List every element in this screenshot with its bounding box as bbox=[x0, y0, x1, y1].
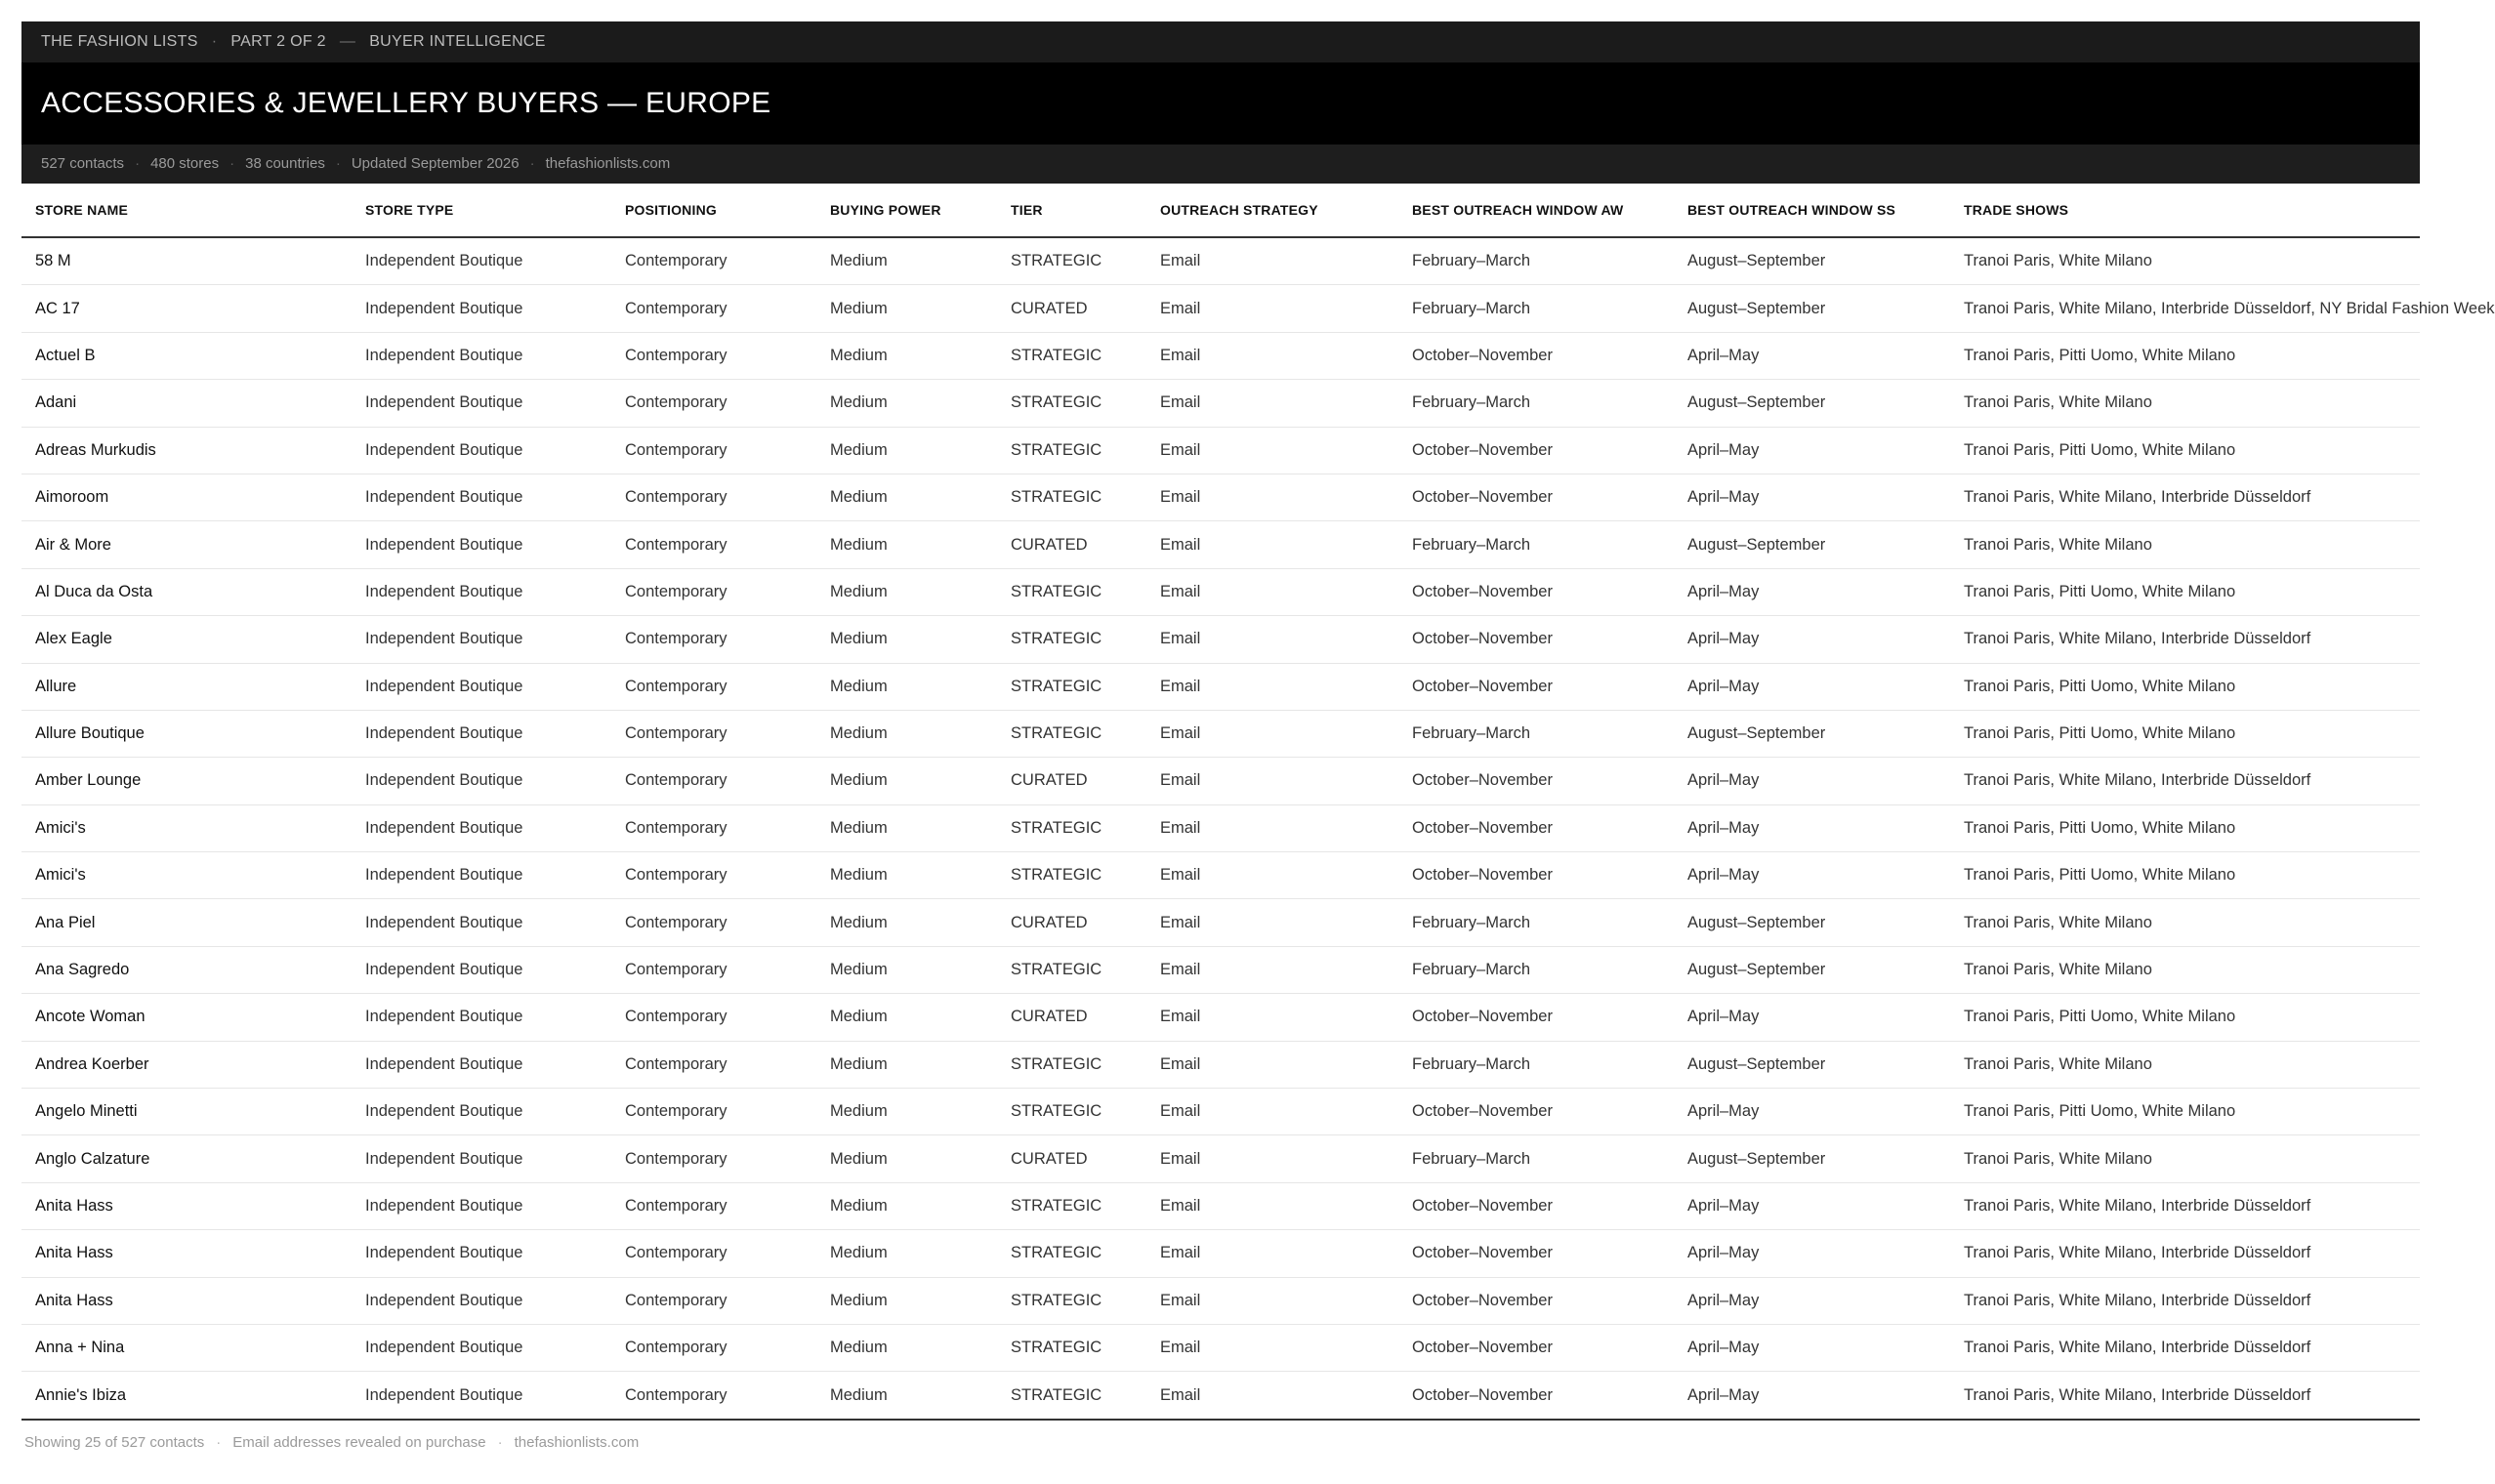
positioning-cell: Contemporary bbox=[611, 899, 816, 946]
window-aw-cell: October–November bbox=[1398, 758, 1674, 804]
store-name-cell: Adreas Murkudis bbox=[21, 427, 352, 474]
trade-shows-cell: Tranoi Paris, Pitti Uomo, White Milano bbox=[1950, 332, 2420, 379]
window-aw-cell: February–March bbox=[1398, 710, 1674, 757]
window-ss-cell: August–September bbox=[1674, 380, 1950, 427]
window-aw-cell: February–March bbox=[1398, 380, 1674, 427]
trade-shows-cell: Tranoi Paris, White Milano, Interbride Düsseldorf, NY Bridal Fashion Week bbox=[1950, 285, 2420, 332]
buying-power-cell: Medium bbox=[816, 285, 997, 332]
trade-shows-cell: Tranoi Paris, White Milano bbox=[1950, 946, 2420, 993]
window-ss-cell: August–September bbox=[1674, 899, 1950, 946]
buying-power-cell: Medium bbox=[816, 946, 997, 993]
outreach-strategy-cell: Email bbox=[1146, 710, 1398, 757]
buying-power-cell: Medium bbox=[816, 710, 997, 757]
buying-power-cell: Medium bbox=[816, 758, 997, 804]
store-name-cell: Adani bbox=[21, 380, 352, 427]
window-ss-cell: April–May bbox=[1674, 568, 1950, 615]
table-row[interactable] bbox=[21, 616, 2420, 663]
buying-power-cell: Medium bbox=[816, 1324, 997, 1371]
store-name-cell: Ana Piel bbox=[21, 899, 352, 946]
separator: · bbox=[497, 1433, 503, 1451]
table-row[interactable] bbox=[21, 332, 2420, 379]
positioning-cell: Contemporary bbox=[611, 852, 816, 899]
outreach-strategy-cell: Email bbox=[1146, 1182, 1398, 1229]
tier-cell: STRATEGIC bbox=[997, 616, 1146, 663]
meta-bar bbox=[21, 144, 2420, 184]
separator: · bbox=[229, 155, 235, 172]
table-row[interactable] bbox=[21, 1277, 2420, 1324]
positioning-cell: Contemporary bbox=[611, 332, 816, 379]
window-ss-cell: April–May bbox=[1674, 1230, 1950, 1277]
positioning-cell: Contemporary bbox=[611, 427, 816, 474]
tier-cell: STRATEGIC bbox=[997, 1324, 1146, 1371]
window-ss-cell: April–May bbox=[1674, 1372, 1950, 1420]
outreach-strategy-cell: Email bbox=[1146, 1089, 1398, 1135]
positioning-cell: Contemporary bbox=[611, 1372, 816, 1420]
positioning-cell: Contemporary bbox=[611, 1324, 816, 1371]
window-ss-cell: August–September bbox=[1674, 710, 1950, 757]
buyers-table bbox=[21, 184, 2495, 1421]
store-name-cell: Anna + Nina bbox=[21, 1324, 352, 1371]
table-header-row bbox=[21, 184, 2420, 237]
store-type-cell: Independent Boutique bbox=[352, 1372, 611, 1420]
table-row[interactable] bbox=[21, 852, 2420, 899]
window-ss-cell: April–May bbox=[1674, 1089, 1950, 1135]
store-name-cell: Allure bbox=[21, 663, 352, 710]
trade-shows-cell: Tranoi Paris, Pitti Uomo, White Milano bbox=[1950, 1089, 2420, 1135]
table-row[interactable] bbox=[21, 237, 2420, 285]
document-page bbox=[21, 21, 2495, 1451]
tier-cell: STRATEGIC bbox=[997, 852, 1146, 899]
positioning-cell: Contemporary bbox=[611, 1135, 816, 1182]
window-aw-cell: October–November bbox=[1398, 1324, 1674, 1371]
positioning-cell: Contemporary bbox=[611, 804, 816, 851]
buying-power-cell: Medium bbox=[816, 568, 997, 615]
purchase-note: Email addresses revealed on purchase bbox=[232, 1433, 486, 1451]
buying-power-cell: Medium bbox=[816, 616, 997, 663]
title-bar bbox=[21, 62, 2420, 144]
table-row[interactable] bbox=[21, 946, 2420, 993]
tier-cell: STRATEGIC bbox=[997, 946, 1146, 993]
trade-shows-cell: Tranoi Paris, White Milano, Interbride Düsseldorf bbox=[1950, 1324, 2420, 1371]
tier-cell: CURATED bbox=[997, 899, 1146, 946]
outreach-strategy-cell: Email bbox=[1146, 663, 1398, 710]
separator: — bbox=[339, 33, 356, 50]
buying-power-cell: Medium bbox=[816, 380, 997, 427]
buying-power-cell: Medium bbox=[816, 852, 997, 899]
window-aw-cell: February–March bbox=[1398, 237, 1674, 285]
column-header-trade-shows: TRADE SHOWS bbox=[1950, 184, 2420, 237]
table-row[interactable] bbox=[21, 1324, 2420, 1371]
window-aw-cell: October–November bbox=[1398, 332, 1674, 379]
column-header-store-name: STORE NAME bbox=[21, 184, 352, 237]
window-ss-cell: April–May bbox=[1674, 994, 1950, 1041]
window-aw-cell: October–November bbox=[1398, 1089, 1674, 1135]
tier-cell: STRATEGIC bbox=[997, 804, 1146, 851]
window-aw-cell: February–March bbox=[1398, 1041, 1674, 1088]
window-aw-cell: February–March bbox=[1398, 899, 1674, 946]
buying-power-cell: Medium bbox=[816, 1182, 997, 1229]
tier-cell: STRATEGIC bbox=[997, 1230, 1146, 1277]
tier-cell: STRATEGIC bbox=[997, 332, 1146, 379]
window-ss-cell: April–May bbox=[1674, 852, 1950, 899]
trade-shows-cell: Tranoi Paris, White Milano bbox=[1950, 521, 2420, 568]
store-type-cell: Independent Boutique bbox=[352, 710, 611, 757]
countries-count: 38 countries bbox=[245, 155, 325, 172]
column-header-positioning: POSITIONING bbox=[611, 184, 816, 237]
window-ss-cell: April–May bbox=[1674, 1182, 1950, 1229]
positioning-cell: Contemporary bbox=[611, 758, 816, 804]
outreach-strategy-cell: Email bbox=[1146, 427, 1398, 474]
window-aw-cell: October–November bbox=[1398, 474, 1674, 520]
page-title: ACCESSORIES & JEWELLERY BUYERS — EUROPE bbox=[41, 87, 771, 119]
positioning-cell: Contemporary bbox=[611, 237, 816, 285]
store-type-cell: Independent Boutique bbox=[352, 804, 611, 851]
positioning-cell: Contemporary bbox=[611, 994, 816, 1041]
buying-power-cell: Medium bbox=[816, 474, 997, 520]
table-row[interactable] bbox=[21, 994, 2420, 1041]
store-type-cell: Independent Boutique bbox=[352, 1041, 611, 1088]
window-ss-cell: August–September bbox=[1674, 237, 1950, 285]
window-aw-cell: October–November bbox=[1398, 852, 1674, 899]
store-type-cell: Independent Boutique bbox=[352, 946, 611, 993]
section-label: BUYER INTELLIGENCE bbox=[369, 33, 546, 50]
buying-power-cell: Medium bbox=[816, 1041, 997, 1088]
store-type-cell: Independent Boutique bbox=[352, 332, 611, 379]
trade-shows-cell: Tranoi Paris, Pitti Uomo, White Milano bbox=[1950, 804, 2420, 851]
window-ss-cell: April–May bbox=[1674, 663, 1950, 710]
updated-date: Updated September 2026 bbox=[351, 155, 520, 172]
store-type-cell: Independent Boutique bbox=[352, 899, 611, 946]
footer-site-link[interactable]: thefashionlists.com bbox=[514, 1433, 640, 1451]
window-ss-cell: April–May bbox=[1674, 1324, 1950, 1371]
table-row[interactable] bbox=[21, 1089, 2420, 1135]
tier-cell: STRATEGIC bbox=[997, 710, 1146, 757]
window-aw-cell: October–November bbox=[1398, 663, 1674, 710]
window-ss-cell: April–May bbox=[1674, 1277, 1950, 1324]
outreach-strategy-cell: Email bbox=[1146, 946, 1398, 993]
trade-shows-cell: Tranoi Paris, White Milano bbox=[1950, 899, 2420, 946]
table-row[interactable] bbox=[21, 663, 2420, 710]
table-row[interactable] bbox=[21, 1041, 2420, 1088]
window-ss-cell: April–May bbox=[1674, 804, 1950, 851]
part-label: PART 2 OF 2 bbox=[230, 33, 326, 50]
store-type-cell: Independent Boutique bbox=[352, 474, 611, 520]
outreach-strategy-cell: Email bbox=[1146, 616, 1398, 663]
window-ss-cell: April–May bbox=[1674, 758, 1950, 804]
store-name-cell: Amber Lounge bbox=[21, 758, 352, 804]
tier-cell: CURATED bbox=[997, 1135, 1146, 1182]
window-aw-cell: October–November bbox=[1398, 804, 1674, 851]
outreach-strategy-cell: Email bbox=[1146, 1277, 1398, 1324]
outreach-strategy-cell: Email bbox=[1146, 1324, 1398, 1371]
store-type-cell: Independent Boutique bbox=[352, 1135, 611, 1182]
tier-cell: CURATED bbox=[997, 758, 1146, 804]
positioning-cell: Contemporary bbox=[611, 1182, 816, 1229]
store-name-cell: Alex Eagle bbox=[21, 616, 352, 663]
store-type-cell: Independent Boutique bbox=[352, 994, 611, 1041]
store-name-cell: Angelo Minetti bbox=[21, 1089, 352, 1135]
top-bar bbox=[21, 21, 2420, 62]
window-aw-cell: October–November bbox=[1398, 994, 1674, 1041]
window-ss-cell: August–September bbox=[1674, 285, 1950, 332]
store-type-cell: Independent Boutique bbox=[352, 1230, 611, 1277]
buying-power-cell: Medium bbox=[816, 1089, 997, 1135]
store-name-cell: Andrea Koerber bbox=[21, 1041, 352, 1088]
outreach-strategy-cell: Email bbox=[1146, 474, 1398, 520]
separator: · bbox=[135, 155, 141, 172]
window-aw-cell: February–March bbox=[1398, 946, 1674, 993]
store-type-cell: Independent Boutique bbox=[352, 285, 611, 332]
store-type-cell: Independent Boutique bbox=[352, 237, 611, 285]
separator: · bbox=[216, 1433, 222, 1451]
buying-power-cell: Medium bbox=[816, 663, 997, 710]
contacts-count: 527 contacts bbox=[41, 155, 125, 172]
outreach-strategy-cell: Email bbox=[1146, 1135, 1398, 1182]
table-row[interactable] bbox=[21, 474, 2420, 520]
tier-cell: STRATEGIC bbox=[997, 237, 1146, 285]
column-header-tier: TIER bbox=[997, 184, 1146, 237]
positioning-cell: Contemporary bbox=[611, 710, 816, 757]
trade-shows-cell: Tranoi Paris, White Milano, Interbride Düsseldorf bbox=[1950, 1182, 2420, 1229]
buying-power-cell: Medium bbox=[816, 1277, 997, 1324]
store-type-cell: Independent Boutique bbox=[352, 568, 611, 615]
window-ss-cell: August–September bbox=[1674, 1041, 1950, 1088]
window-aw-cell: October–November bbox=[1398, 616, 1674, 663]
store-name-cell: Allure Boutique bbox=[21, 710, 352, 757]
tier-cell: STRATEGIC bbox=[997, 427, 1146, 474]
table-row[interactable] bbox=[21, 758, 2420, 804]
store-name-cell: Anglo Calzature bbox=[21, 1135, 352, 1182]
table-row[interactable] bbox=[21, 568, 2420, 615]
table-row[interactable] bbox=[21, 427, 2420, 474]
positioning-cell: Contemporary bbox=[611, 1041, 816, 1088]
buying-power-cell: Medium bbox=[816, 899, 997, 946]
tier-cell: STRATEGIC bbox=[997, 1041, 1146, 1088]
positioning-cell: Contemporary bbox=[611, 663, 816, 710]
store-name-cell: Anita Hass bbox=[21, 1182, 352, 1229]
buying-power-cell: Medium bbox=[816, 994, 997, 1041]
table-row[interactable] bbox=[21, 1182, 2420, 1229]
tier-cell: STRATEGIC bbox=[997, 1182, 1146, 1229]
store-type-cell: Independent Boutique bbox=[352, 663, 611, 710]
table-row[interactable] bbox=[21, 1135, 2420, 1182]
table-row[interactable] bbox=[21, 380, 2420, 427]
trade-shows-cell: Tranoi Paris, White Milano, Interbride Düsseldorf bbox=[1950, 616, 2420, 663]
store-type-cell: Independent Boutique bbox=[352, 1089, 611, 1135]
table-row[interactable] bbox=[21, 899, 2420, 946]
brand-label: THE FASHION LISTS bbox=[41, 33, 198, 50]
buying-power-cell: Medium bbox=[816, 427, 997, 474]
outreach-strategy-cell: Email bbox=[1146, 852, 1398, 899]
positioning-cell: Contemporary bbox=[611, 521, 816, 568]
tier-cell: STRATEGIC bbox=[997, 568, 1146, 615]
positioning-cell: Contemporary bbox=[611, 568, 816, 615]
positioning-cell: Contemporary bbox=[611, 380, 816, 427]
buying-power-cell: Medium bbox=[816, 332, 997, 379]
store-type-cell: Independent Boutique bbox=[352, 616, 611, 663]
outreach-strategy-cell: Email bbox=[1146, 1041, 1398, 1088]
tier-cell: CURATED bbox=[997, 521, 1146, 568]
window-ss-cell: April–May bbox=[1674, 616, 1950, 663]
buying-power-cell: Medium bbox=[816, 1135, 997, 1182]
table-row[interactable] bbox=[21, 285, 2420, 332]
store-name-cell: Ancote Woman bbox=[21, 994, 352, 1041]
footer bbox=[21, 1434, 2420, 1451]
table-row[interactable] bbox=[21, 521, 2420, 568]
positioning-cell: Contemporary bbox=[611, 474, 816, 520]
outreach-strategy-cell: Email bbox=[1146, 1230, 1398, 1277]
stores-count: 480 stores bbox=[150, 155, 220, 172]
tier-cell: STRATEGIC bbox=[997, 1372, 1146, 1420]
store-name-cell: Annie's Ibiza bbox=[21, 1372, 352, 1420]
window-aw-cell: February–March bbox=[1398, 521, 1674, 568]
store-name-cell: Anita Hass bbox=[21, 1277, 352, 1324]
outreach-strategy-cell: Email bbox=[1146, 758, 1398, 804]
outreach-strategy-cell: Email bbox=[1146, 285, 1398, 332]
buying-power-cell: Medium bbox=[816, 804, 997, 851]
positioning-cell: Contemporary bbox=[611, 1230, 816, 1277]
store-type-cell: Independent Boutique bbox=[352, 1182, 611, 1229]
window-aw-cell: October–November bbox=[1398, 1277, 1674, 1324]
tier-cell: STRATEGIC bbox=[997, 474, 1146, 520]
window-ss-cell: April–May bbox=[1674, 474, 1950, 520]
buying-power-cell: Medium bbox=[816, 1230, 997, 1277]
store-name-cell: Amici's bbox=[21, 804, 352, 851]
outreach-strategy-cell: Email bbox=[1146, 1372, 1398, 1420]
column-header-outreach-strategy: OUTREACH STRATEGY bbox=[1146, 184, 1398, 237]
trade-shows-cell: Tranoi Paris, White Milano, Interbride Düsseldorf bbox=[1950, 1230, 2420, 1277]
store-name-cell: Anita Hass bbox=[21, 1230, 352, 1277]
positioning-cell: Contemporary bbox=[611, 616, 816, 663]
outreach-strategy-cell: Email bbox=[1146, 521, 1398, 568]
trade-shows-cell: Tranoi Paris, White Milano bbox=[1950, 237, 2420, 285]
window-aw-cell: October–November bbox=[1398, 568, 1674, 615]
tier-cell: STRATEGIC bbox=[997, 380, 1146, 427]
store-type-cell: Independent Boutique bbox=[352, 1277, 611, 1324]
positioning-cell: Contemporary bbox=[611, 1089, 816, 1135]
table-row[interactable] bbox=[21, 710, 2420, 757]
window-aw-cell: October–November bbox=[1398, 1372, 1674, 1420]
trade-shows-cell: Tranoi Paris, White Milano, Interbride Düsseldorf bbox=[1950, 1277, 2420, 1324]
trade-shows-cell: Tranoi Paris, White Milano bbox=[1950, 1135, 2420, 1182]
site-link[interactable]: thefashionlists.com bbox=[545, 155, 671, 172]
buying-power-cell: Medium bbox=[816, 521, 997, 568]
trade-shows-cell: Tranoi Paris, Pitti Uomo, White Milano bbox=[1950, 663, 2420, 710]
store-name-cell: AC 17 bbox=[21, 285, 352, 332]
outreach-strategy-cell: Email bbox=[1146, 237, 1398, 285]
window-aw-cell: October–November bbox=[1398, 1182, 1674, 1229]
store-type-cell: Independent Boutique bbox=[352, 380, 611, 427]
store-type-cell: Independent Boutique bbox=[352, 521, 611, 568]
trade-shows-cell: Tranoi Paris, Pitti Uomo, White Milano bbox=[1950, 852, 2420, 899]
trade-shows-cell: Tranoi Paris, Pitti Uomo, White Milano bbox=[1950, 427, 2420, 474]
trade-shows-cell: Tranoi Paris, Pitti Uomo, White Milano bbox=[1950, 994, 2420, 1041]
tier-cell: CURATED bbox=[997, 994, 1146, 1041]
showing-count: Showing 25 of 527 contacts bbox=[24, 1433, 205, 1451]
separator: · bbox=[335, 155, 341, 172]
positioning-cell: Contemporary bbox=[611, 285, 816, 332]
store-name-cell: Amici's bbox=[21, 852, 352, 899]
window-ss-cell: August–September bbox=[1674, 1135, 1950, 1182]
positioning-cell: Contemporary bbox=[611, 1277, 816, 1324]
tier-cell: STRATEGIC bbox=[997, 1089, 1146, 1135]
window-aw-cell: October–November bbox=[1398, 1230, 1674, 1277]
column-header-window-ss: BEST OUTREACH WINDOW SS bbox=[1674, 184, 1950, 237]
store-type-cell: Independent Boutique bbox=[352, 758, 611, 804]
outreach-strategy-cell: Email bbox=[1146, 899, 1398, 946]
store-name-cell: Actuel B bbox=[21, 332, 352, 379]
window-ss-cell: April–May bbox=[1674, 332, 1950, 379]
store-name-cell: Ana Sagredo bbox=[21, 946, 352, 993]
outreach-strategy-cell: Email bbox=[1146, 380, 1398, 427]
table-row[interactable] bbox=[21, 1372, 2420, 1420]
table-row[interactable] bbox=[21, 804, 2420, 851]
store-name-cell: Air & More bbox=[21, 521, 352, 568]
trade-shows-cell: Tranoi Paris, White Milano, Interbride Düsseldorf bbox=[1950, 1372, 2420, 1420]
trade-shows-cell: Tranoi Paris, White Milano, Interbride Düsseldorf bbox=[1950, 758, 2420, 804]
window-aw-cell: February–March bbox=[1398, 1135, 1674, 1182]
outreach-strategy-cell: Email bbox=[1146, 994, 1398, 1041]
tier-cell: STRATEGIC bbox=[997, 663, 1146, 710]
outreach-strategy-cell: Email bbox=[1146, 804, 1398, 851]
store-type-cell: Independent Boutique bbox=[352, 852, 611, 899]
store-type-cell: Independent Boutique bbox=[352, 1324, 611, 1371]
window-aw-cell: October–November bbox=[1398, 427, 1674, 474]
tier-cell: CURATED bbox=[997, 285, 1146, 332]
outreach-strategy-cell: Email bbox=[1146, 332, 1398, 379]
store-name-cell: Aimoroom bbox=[21, 474, 352, 520]
trade-shows-cell: Tranoi Paris, Pitti Uomo, White Milano bbox=[1950, 710, 2420, 757]
separator: · bbox=[211, 33, 218, 50]
window-ss-cell: April–May bbox=[1674, 427, 1950, 474]
store-name-cell: 58 M bbox=[21, 237, 352, 285]
trade-shows-cell: Tranoi Paris, White Milano bbox=[1950, 1041, 2420, 1088]
store-name-cell: Al Duca da Osta bbox=[21, 568, 352, 615]
column-header-window-aw: BEST OUTREACH WINDOW AW bbox=[1398, 184, 1674, 237]
window-ss-cell: August–September bbox=[1674, 521, 1950, 568]
column-header-buying-power: BUYING POWER bbox=[816, 184, 997, 237]
separator: · bbox=[529, 155, 535, 172]
window-ss-cell: August–September bbox=[1674, 946, 1950, 993]
table-row[interactable] bbox=[21, 1230, 2420, 1277]
positioning-cell: Contemporary bbox=[611, 946, 816, 993]
outreach-strategy-cell: Email bbox=[1146, 568, 1398, 615]
buying-power-cell: Medium bbox=[816, 1372, 997, 1420]
trade-shows-cell: Tranoi Paris, White Milano, Interbride Düsseldorf bbox=[1950, 474, 2420, 520]
tier-cell: STRATEGIC bbox=[997, 1277, 1146, 1324]
trade-shows-cell: Tranoi Paris, White Milano bbox=[1950, 380, 2420, 427]
buying-power-cell: Medium bbox=[816, 237, 997, 285]
column-header-store-type: STORE TYPE bbox=[352, 184, 611, 237]
store-type-cell: Independent Boutique bbox=[352, 427, 611, 474]
trade-shows-cell: Tranoi Paris, Pitti Uomo, White Milano bbox=[1950, 568, 2420, 615]
window-aw-cell: February–March bbox=[1398, 285, 1674, 332]
